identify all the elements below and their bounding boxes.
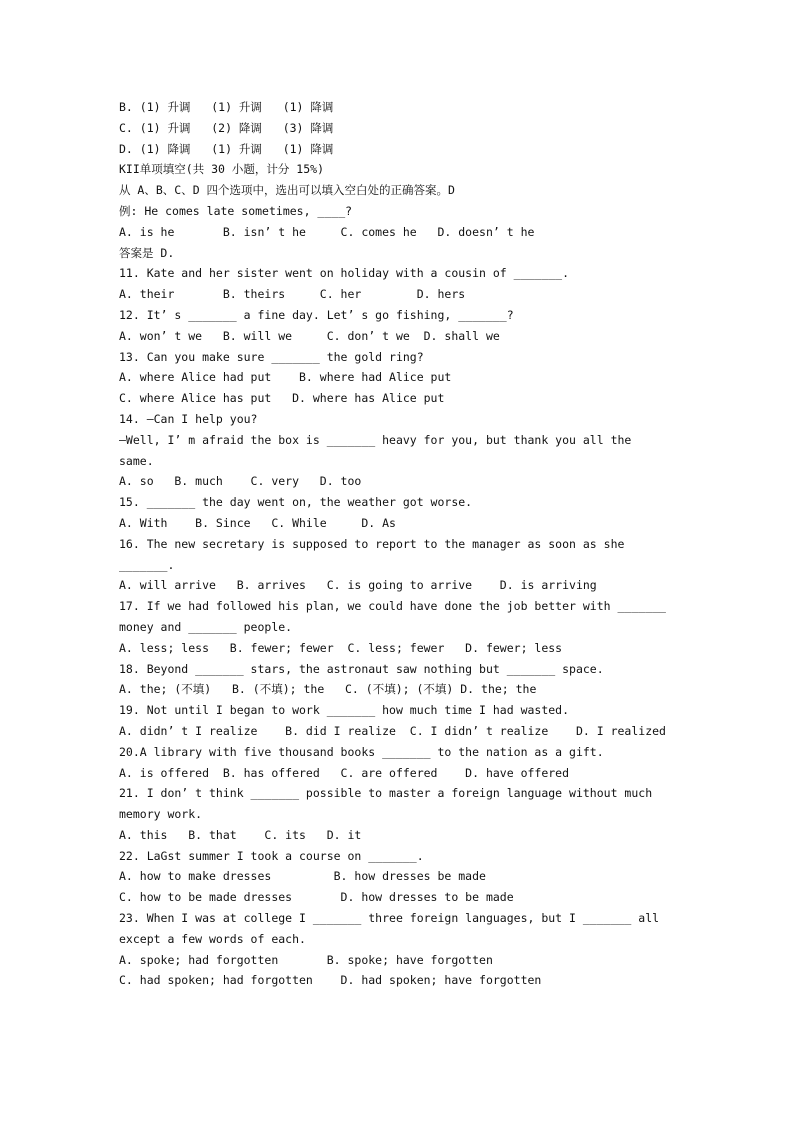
question-16-cont: _______.: [119, 557, 175, 572]
options-14: A. so B. much C. very D. too: [119, 474, 362, 489]
question-16: 16. The new secretary is supposed to report to the manager as soon as she: [119, 536, 625, 551]
question-22: 22. LaGst summer I took a course on _______.: [119, 848, 424, 863]
options-16: A. will arrive B. arrives C. is going to arrive D. is arriving: [119, 578, 597, 593]
question-23: 23. When I was at college I _______ three foreign languages, but I _______ all: [119, 911, 660, 926]
question-15: 15. _______ the day went on, the weather got worse.: [119, 495, 473, 510]
question-13: 13. Can you make sure _______ the gold ring?: [119, 349, 424, 364]
options-17: A. less; less B. fewer; fewer C. less; fewer D. fewer; less: [119, 640, 563, 655]
options-21: A. this B. that C. its D. it: [119, 827, 362, 842]
text-line: C. (1) 升调 (2) 降调 (3) 降调: [119, 120, 334, 135]
options-23-row1: A. spoke; had forgotten B. spoke; have forgotten: [119, 952, 493, 967]
options-22-row2: C. how to be made dresses D. how dresses to be made: [119, 890, 514, 905]
section-heading: KII单项填空(共 30 小题，计分 15%): [119, 162, 325, 177]
options-13-row1: A. where Alice had put B. where had Alice put: [119, 370, 452, 385]
document-body: [119, 97, 679, 991]
instruction-text: 从 A、B、C、D 四个选项中，选出可以填入空白处的正确答案。D: [119, 183, 455, 198]
question-20: 20.A library with five thousand books _______ to the nation as a gift.: [119, 744, 604, 759]
question-17-cont: money and _______ people.: [119, 619, 293, 634]
question-12: 12. It’ s _______ a fine day. Let’ s go fishing, _______?: [119, 307, 514, 322]
question-11: 11. Kate and her sister went on holiday with a cousin of _______.: [119, 266, 570, 281]
question-14-dialogue-cont: same.: [119, 453, 154, 468]
options-22-row1: A. how to make dresses B. how dresses be made: [119, 869, 486, 884]
options-12: A. won’ t we B. will we C. don’ t we D. shall we: [119, 328, 500, 343]
question-21-cont: memory work.: [119, 807, 203, 822]
options-11: A. their B. theirs C. her D. hers: [119, 287, 466, 302]
options-13-row2: C. where Alice has put D. where has Alice put: [119, 391, 445, 406]
example-answer: 答案是 D.: [119, 245, 175, 260]
question-14-dialogue: —Well, I’ m afraid the box is _______ heavy for you, but thank you all the: [119, 432, 632, 447]
question-18: 18. Beyond _______ stars, the astronaut saw nothing but _______ space.: [119, 661, 604, 676]
question-17: 17. If we had followed his plan, we could have done the job better with _______: [119, 599, 666, 614]
question-21: 21. I don’ t think _______ possible to master a foreign language without much: [119, 786, 653, 801]
options-19: A. didn’ t I realize B. did I realize C. I didn’ t realize D. I realized: [119, 723, 666, 738]
options-15: A. With B. Since C. While D. As: [119, 515, 396, 530]
options-23-row2: C. had spoken; had forgotten D. had spoken; have forgotten: [119, 973, 542, 988]
text-line: B. (1) 升调 (1) 升调 (1) 降调: [119, 100, 334, 114]
question-19: 19. Not until I began to work _______ how much time I had wasted.: [119, 703, 570, 718]
text-line: D. (1) 降调 (1) 升调 (1) 降调: [119, 141, 334, 156]
question-14: 14. —Can I help you?: [119, 411, 258, 426]
question-23-cont: except a few words of each.: [119, 931, 306, 946]
options-20: A. is offered B. has offered C. are offered D. have offered: [119, 765, 570, 780]
example-options: A. is he B. isn’ t he C. comes he D. doesn’ t he: [119, 224, 535, 239]
example-question: 例: He comes late sometimes, ____?: [119, 203, 353, 218]
options-18: A. the; (不填) B. (不填); the C. (不填); (不填) D. the; the: [119, 682, 537, 697]
